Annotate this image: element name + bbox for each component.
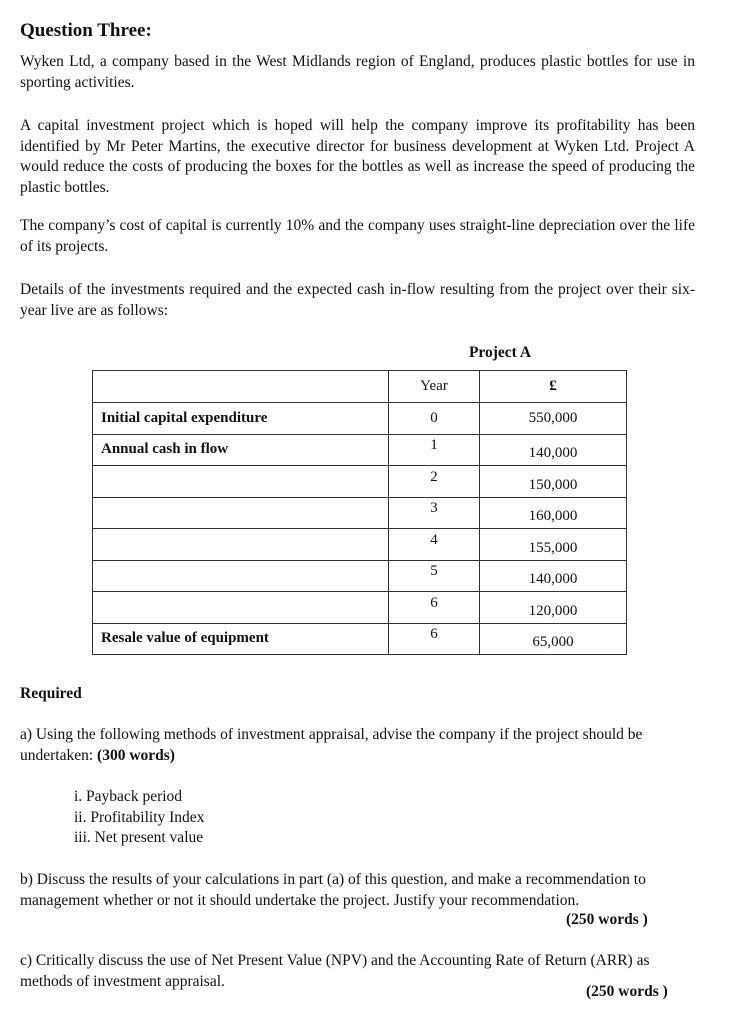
table-row xyxy=(93,497,627,529)
row-year: 6 xyxy=(389,623,480,655)
question-b xyxy=(20,870,700,911)
details-paragraph: Details of the investments required and the expected cash in-flow resulting from the project over their six-year live are as follows: xyxy=(20,281,695,319)
row-year: 0 xyxy=(389,403,480,435)
row-year: 1 xyxy=(389,434,480,466)
intro-paragraph: Wyken Ltd, a company based in the West Midlands region of England, produces plastic bottles for use in sporting activities. xyxy=(20,53,695,91)
question-a-text: a) Using the following methods of investment appraisal, advise the company if the project should be undertaken: xyxy=(20,726,643,764)
investment-table xyxy=(92,370,627,655)
question-b-words: (250 words ) xyxy=(566,911,648,928)
table-row xyxy=(93,623,627,655)
row-value: 65,000 xyxy=(480,623,627,655)
list-item: i. Payback period xyxy=(74,788,183,805)
row-value: 120,000 xyxy=(480,592,627,624)
question-title: Question Three: xyxy=(20,20,152,41)
table-header-row xyxy=(93,371,627,403)
row-label xyxy=(93,466,389,498)
question-a xyxy=(20,725,700,766)
row-value: 550,000 xyxy=(480,403,627,435)
question-c-words: (250 words ) xyxy=(586,983,668,1000)
table-row xyxy=(93,466,627,498)
row-value: 155,000 xyxy=(480,529,627,561)
question-c-text: c) Critically discuss the use of Net Present Value (NPV) and the Accounting Rate of Return (ARR) as methods of investment appraisal. xyxy=(20,952,650,990)
row-year: 3 xyxy=(389,497,480,529)
table-row xyxy=(93,529,627,561)
project-header: Project A xyxy=(468,344,532,361)
list-item: iii. Net present value xyxy=(74,829,204,846)
row-label: Initial capital expenditure xyxy=(93,403,389,435)
project-paragraph: A capital investment project which is hoped will help the company improve its profitability has been identified by Mr Peter Martins, the executive director for business development at Wyken Ltd. Project A would reduce the costs of producing the boxes for the bottles as well as increase the speed of producing the plastic bottles. xyxy=(20,117,695,196)
question-b-text: b) Discuss the results of your calculations in part (a) of this question, and make a recommendation to management whether or not it should undertake the project. Justify your recommendation. xyxy=(20,871,646,909)
year-header: Year xyxy=(389,371,480,403)
question-a-words: (300 words) xyxy=(97,746,175,764)
table-row xyxy=(93,403,627,435)
row-label: Resale value of equipment xyxy=(93,623,389,655)
row-value: 160,000 xyxy=(480,497,627,529)
row-year: 4 xyxy=(389,529,480,561)
row-label xyxy=(93,529,389,561)
row-label xyxy=(93,497,389,529)
required-heading: Required xyxy=(20,685,82,702)
cost-of-capital-paragraph: The company’s cost of capital is currently 10% and the company uses straight-line depreciation over the life of its projects. xyxy=(20,217,695,255)
table-row xyxy=(93,592,627,624)
row-label xyxy=(93,560,389,592)
table-row xyxy=(93,434,627,466)
currency-header: £ xyxy=(480,371,627,403)
row-year: 2 xyxy=(389,466,480,498)
list-item: ii. Profitability Index xyxy=(74,808,205,826)
row-year: 6 xyxy=(389,592,480,624)
row-label xyxy=(93,592,389,624)
row-year: 5 xyxy=(389,560,480,592)
methods-list xyxy=(74,787,204,849)
table-row xyxy=(93,560,627,592)
table-header-label xyxy=(93,371,389,403)
row-label: Annual cash in flow xyxy=(93,434,389,466)
row-value: 140,000 xyxy=(480,560,627,592)
row-value: 140,000 xyxy=(480,434,627,466)
row-value: 150,000 xyxy=(480,466,627,498)
